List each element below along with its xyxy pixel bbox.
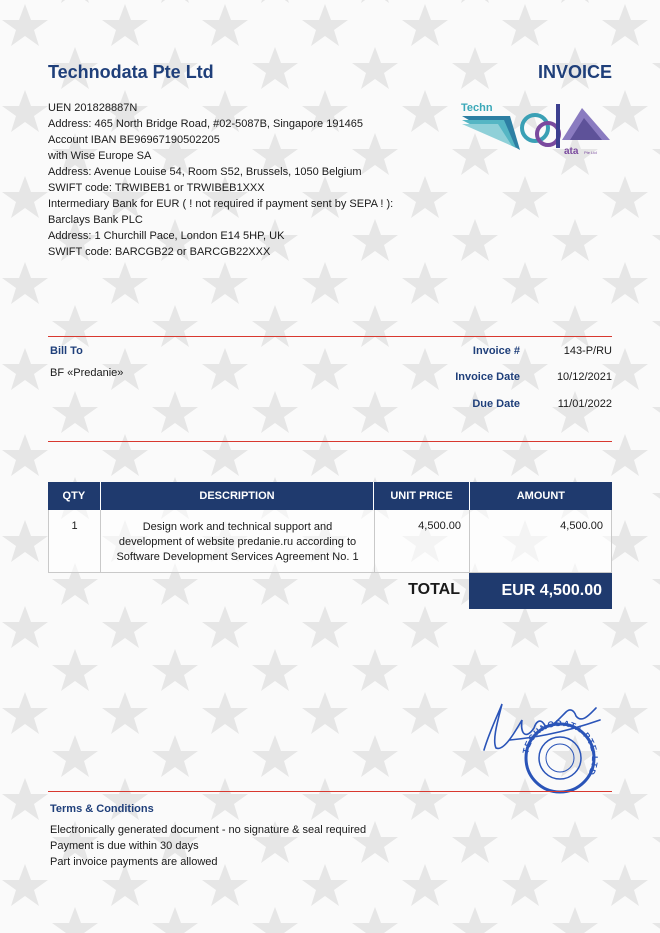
company-details bbox=[48, 100, 393, 260]
company-logo bbox=[460, 100, 612, 160]
uen-line: UEN 201828887N bbox=[48, 102, 138, 114]
due-date-label: Due Date bbox=[472, 398, 520, 410]
divider-bottom bbox=[48, 791, 612, 792]
row-unit-price: 4,500.00 bbox=[374, 510, 469, 572]
header-description: DESCRIPTION bbox=[101, 482, 375, 510]
bank-address-line: Address: Avenue Louise 54, Room S52, Brussels, 1050 Belgium bbox=[48, 166, 362, 178]
terms-list bbox=[50, 822, 366, 870]
bank-line: with Wise Europe SA bbox=[48, 150, 152, 162]
bill-to-heading: Bill To bbox=[50, 345, 83, 357]
bill-to-name: BF «Predanie» bbox=[50, 367, 124, 379]
swift-line: SWIFT code: TRWIBEB1 or TRWIBEB1XXX bbox=[48, 182, 265, 194]
line-items-table bbox=[48, 482, 612, 573]
table-header bbox=[48, 482, 612, 510]
address-line: Address: 465 North Bridge Road, #02-5087B, Singapore 191465 bbox=[48, 118, 363, 130]
divider-top bbox=[48, 336, 612, 337]
invoice-number-value: 143-P/RU bbox=[563, 345, 612, 357]
invoice-date-label: Invoice Date bbox=[455, 371, 520, 383]
due-date-row bbox=[400, 398, 612, 414]
row-description bbox=[100, 510, 374, 572]
total-label: TOTAL bbox=[408, 581, 460, 598]
iban-line: Account IBAN BE96967190502205 bbox=[48, 134, 220, 146]
invoice-date-value: 10/12/2021 bbox=[556, 371, 612, 383]
logo-text-suffix: Pte Ltd bbox=[584, 150, 597, 155]
terms-line: Electronically generated document - no signature & seal required bbox=[50, 824, 367, 836]
logo-text-top: Techn bbox=[461, 102, 493, 114]
due-date-value: 11/01/2022 bbox=[557, 398, 612, 410]
header-qty: QTY bbox=[48, 482, 101, 510]
row-description-line: development of website predanie.ru according to bbox=[118, 536, 357, 548]
company-seal bbox=[520, 718, 600, 792]
intermediary-line: Intermediary Bank for EUR ( ! not required if payment sent by SEPA ! ): bbox=[48, 198, 394, 210]
seal-text: TECHNODATA PTE LTD bbox=[520, 717, 601, 778]
row-qty: 1 bbox=[48, 510, 100, 572]
document-title: INVOICE bbox=[537, 62, 612, 82]
row-description-line: Software Development Services Agreement No. 1 bbox=[116, 551, 359, 563]
signature-and-seal bbox=[470, 690, 615, 795]
intermediary-address-line: Address: 1 Churchill Pace, London E14 5HP, UK bbox=[48, 230, 285, 242]
invoice-number-label: Invoice # bbox=[472, 345, 520, 357]
intermediary-swift-line: SWIFT code: BARCGB22 or BARCGB22XXX bbox=[48, 246, 271, 258]
terms-heading: Terms & Conditions bbox=[50, 803, 154, 815]
table-row bbox=[48, 510, 612, 573]
header-amount: AMOUNT bbox=[516, 490, 566, 502]
terms-line: Payment is due within 30 days bbox=[50, 840, 199, 852]
total-value: EUR 4,500.00 bbox=[469, 573, 612, 609]
row-description-line: Design work and technical support and bbox=[142, 521, 333, 533]
company-name: Technodata Pte Ltd bbox=[48, 62, 214, 82]
header-unit-price: UNIT PRICE bbox=[374, 482, 470, 510]
intermediary-bank-line: Barclays Bank PLC bbox=[48, 214, 143, 226]
divider-middle bbox=[48, 441, 612, 442]
row-amount: 4,500.00 bbox=[469, 510, 612, 572]
logo-text-bottom: ata bbox=[564, 146, 579, 157]
svg-text:TECHNODATA PTE LTD bbox=[520, 718, 600, 777]
terms-line: Part invoice payments are allowed bbox=[50, 856, 218, 868]
invoice-number-row bbox=[400, 345, 612, 361]
invoice-date-row bbox=[400, 371, 612, 387]
